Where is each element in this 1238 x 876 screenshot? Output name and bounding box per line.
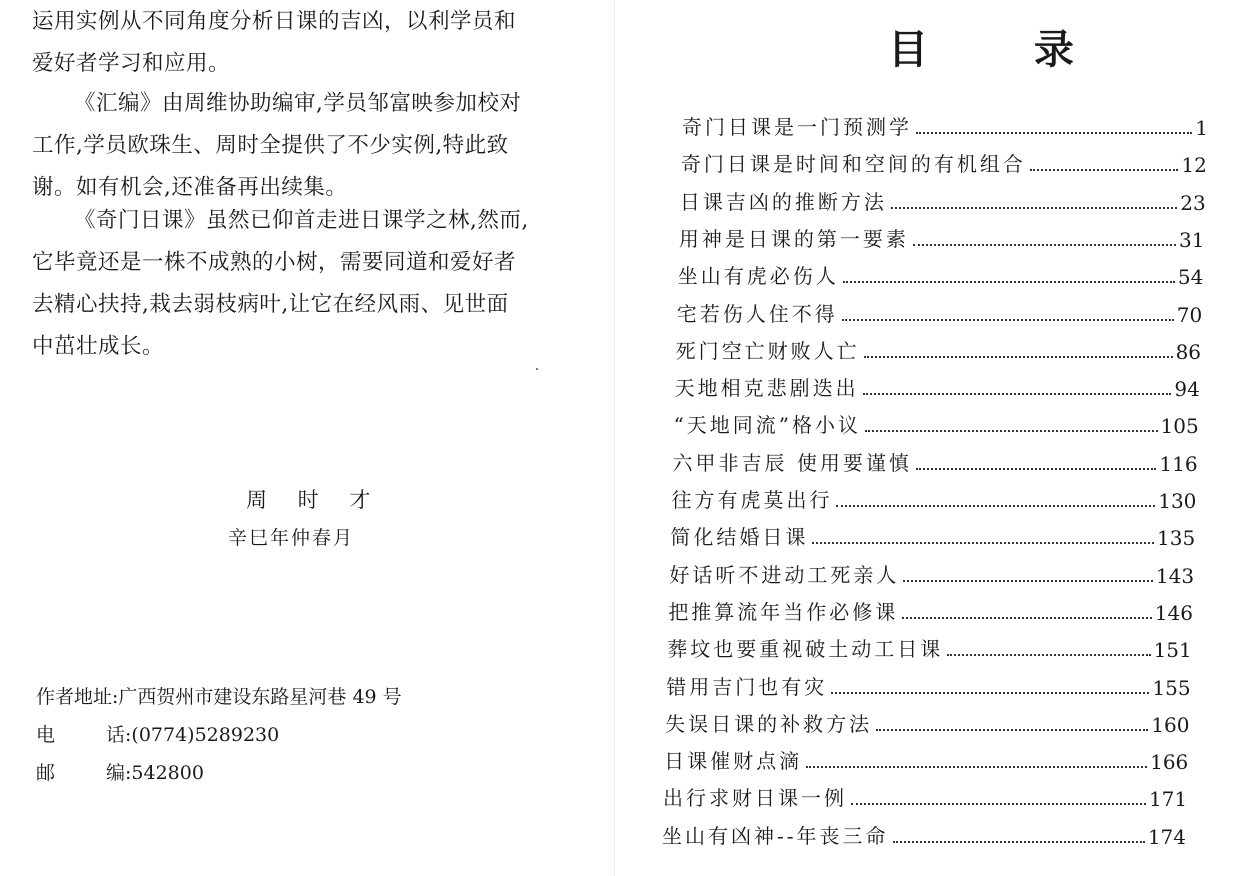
toc-leader-dots (1030, 168, 1178, 171)
toc-entry-page: 54 (1177, 265, 1204, 290)
toc-leader-dots (863, 392, 1172, 395)
text-line: 爱好者学习和应用。 (32, 51, 231, 76)
toc-leader-dots (903, 579, 1153, 582)
toc-entry-title: 坐山有凶神--年丧三命 (662, 823, 889, 848)
toc-entry-title: 出行求财日课一例 (663, 786, 848, 811)
toc-entry-page: 31 (1179, 227, 1205, 252)
toc-entry (682, 112, 1208, 140)
toc-entry-title: 日课吉凶的推断方法 (679, 189, 887, 214)
toc-entry-title: 天地相克悲剧迭出 (674, 376, 859, 401)
toc-entry-title: “天地同流”格小议 (673, 413, 862, 438)
toc-entry-page: 116 (1159, 451, 1198, 476)
paragraph-3 (32, 200, 562, 368)
toc-entry-page: 151 (1153, 638, 1192, 663)
toc-leader-dots (812, 541, 1154, 544)
text-line: 工作,学员欧珠生、周时全提供了不少实例,特此致 (32, 133, 509, 158)
text-line: 运用实例从不同角度分析日课的吉凶，以利学员和 (32, 9, 517, 34)
toc-entry-title: 往方有虎莫出行 (671, 488, 833, 512)
toc-entry-title: 把推算流年当作必修课 (668, 599, 899, 624)
toc-entry-page: 1 (1195, 116, 1208, 140)
toc-entry-title: 失误日课的补救方法 (665, 711, 873, 736)
toc-entry (663, 783, 1187, 811)
address-row (36, 678, 402, 716)
phone-label: 电 (36, 724, 56, 746)
toc-entry (677, 299, 1202, 327)
zip-label-2: 编: (106, 762, 132, 784)
toc-entry-title: 葬坟也要重视破土动工日课 (667, 637, 944, 662)
toc-entry-title: 错用吉门也有灾 (666, 674, 828, 699)
toc-leader-dots (913, 243, 1176, 246)
toc-entry-page: 174 (1147, 824, 1186, 849)
address-value: 广西贺州市建设东路星河巷 49 号 (118, 686, 402, 708)
toc-leader-dots (831, 691, 1149, 694)
toc-entry-page: 143 (1155, 563, 1195, 588)
toc-entry (669, 560, 1194, 588)
toc-entry (680, 187, 1206, 215)
toc-entry-page: 12 (1181, 153, 1207, 178)
toc-entry-page: 130 (1158, 489, 1197, 513)
toc-entry-page: 155 (1152, 675, 1191, 700)
toc-entry-page: 146 (1154, 600, 1193, 625)
toc-entry-title: 用神是日课的第一要素 (678, 226, 909, 251)
toc-entry (674, 410, 1199, 438)
text-line: 《奇门日课》虽然已仰首走进日课学之林,然而, (74, 208, 529, 233)
toc-leader-dots (893, 840, 1145, 843)
author-signature: 周 时 才 (246, 488, 383, 512)
signature-date: 辛巳年仲春月 (228, 527, 355, 549)
toc-entry (676, 336, 1201, 364)
toc-entry-page: 160 (1151, 712, 1190, 737)
toc-entry-title: 奇门日课是一门预测学 (682, 115, 912, 139)
toc-entry (666, 672, 1190, 700)
toc-leader-dots (842, 318, 1174, 321)
toc-entry (678, 261, 1204, 289)
toc-entry (667, 634, 1192, 662)
text-line: 中茁壮成长。 (32, 334, 165, 359)
toc-leader-dots (806, 765, 1147, 768)
toc-leader-dots (843, 280, 1175, 283)
page-fold (614, 0, 615, 876)
paragraph-2 (32, 83, 562, 209)
toc-leader-dots (851, 802, 1146, 805)
toc-leader-dots (864, 355, 1173, 358)
zip-row (36, 754, 402, 792)
zip-label: 邮 (36, 762, 56, 784)
toc-leader-dots (916, 131, 1192, 134)
zip-value: 542800 (131, 762, 204, 784)
toc-entry (675, 373, 1200, 401)
paragraph-1 (32, 1, 562, 85)
toc-entry (668, 597, 1193, 625)
right-page (620, 0, 1238, 876)
toc-entry (673, 448, 1198, 476)
toc-entry-page: 23 (1180, 190, 1206, 215)
toc-entry-page: 171 (1148, 787, 1188, 812)
toc-entry-title: 日课催财点滴 (664, 749, 803, 774)
toc-entry-page: 135 (1157, 526, 1196, 551)
toc-leader-dots (916, 467, 1157, 470)
text-line: 去精心扶持,栽去弱枝病叶,让它在经风雨、见世面 (32, 292, 509, 317)
toc-leader-dots (891, 206, 1177, 209)
address-label: 作者地址: (36, 686, 119, 708)
toc-entry-title: 六甲非吉辰 使用要谨慎 (672, 450, 912, 475)
left-page (0, 0, 600, 876)
toc-entry-page: 166 (1150, 750, 1189, 775)
toc-entry (679, 224, 1205, 252)
toc-entry-title: 宅若伤人住不得 (676, 301, 838, 326)
text-line: 它毕竟还是一株不成熟的小树，需要同道和爱好者 (32, 250, 517, 275)
toc-entry-title: 奇门日课是时间和空间的有机组合 (680, 152, 1026, 177)
toc-entry-title: 好话听不进动工死亲人 (669, 562, 900, 587)
toc-entry-page: 105 (1160, 414, 1199, 439)
phone-label-2: 话: (106, 724, 132, 746)
toc-entry-page: 86 (1175, 339, 1202, 364)
toc-entry-page: 94 (1174, 377, 1200, 402)
phone-value: (0774)5289230 (131, 724, 280, 746)
scan-speck (536, 368, 538, 370)
toc-entry (662, 821, 1186, 849)
toc-leader-dots (876, 728, 1148, 731)
toc-leader-dots (947, 653, 1150, 656)
toc-leader-dots (836, 504, 1155, 507)
toc-entry (664, 746, 1188, 774)
toc-entry-title: 死门空亡财败人亡 (675, 338, 860, 363)
toc-entry (681, 149, 1207, 177)
text-line: 《汇编》由周维协助编审,学员邹富映参加校对 (74, 91, 522, 116)
toc-leader-dots (865, 429, 1158, 432)
toc-entry-page: 70 (1176, 302, 1203, 327)
toc-entry (671, 485, 1196, 513)
text-line: 谢。如有机会,还准备再出续集。 (32, 175, 348, 200)
toc-title: 目 录 (888, 26, 1120, 73)
phone-row (36, 716, 402, 754)
contact-block (36, 678, 402, 792)
toc-entry-title: 坐山有虎必伤人 (677, 264, 839, 289)
toc-leader-dots (902, 616, 1151, 619)
toc-entry (665, 709, 1189, 737)
toc-entry-title: 简化结婚日课 (670, 525, 809, 550)
toc-entry (670, 522, 1195, 550)
